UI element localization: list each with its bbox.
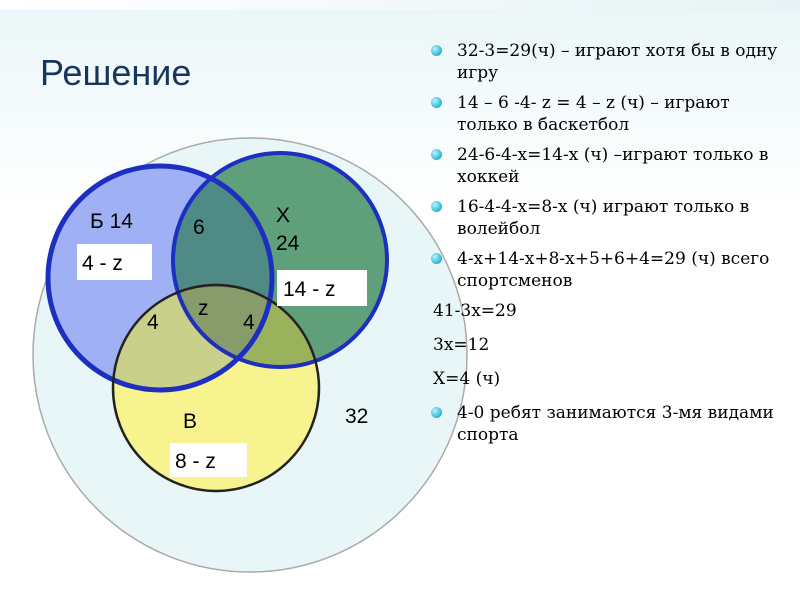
solution-step-text: 32-3=29(ч) – играют хотя бы в одну игру — [457, 41, 778, 83]
solution-step — [425, 334, 790, 356]
slide-title: Решение — [40, 52, 192, 93]
hockey-label-letter: Х — [276, 204, 291, 227]
solution-step — [425, 92, 790, 136]
solution-step — [425, 144, 790, 188]
solution-step-text: 16-4-4-x=8-x (ч) играют только в волейбол — [457, 197, 750, 239]
solution-step-text: X=4 (ч) — [433, 369, 501, 389]
hockey-label-count: 24 — [276, 232, 300, 255]
solution-step-text: 41-3x=29 — [433, 301, 517, 321]
solution-step-text: 4-x+14-x+8-x+5+6+4=29 (ч) всего спортсменов — [457, 249, 770, 291]
basketball-box-text: 4 - z — [82, 252, 123, 275]
solution-step — [425, 248, 790, 292]
center-value: z — [198, 297, 209, 320]
solution-step — [425, 402, 790, 446]
bullet-dot-icon — [431, 97, 442, 108]
bullet-dot-icon — [431, 201, 442, 212]
bv-overlap-value: 4 — [147, 311, 159, 334]
solution-step-text: 3x=12 — [433, 335, 490, 355]
bullet-dot-icon — [431, 407, 442, 418]
bullet-dot-icon — [431, 45, 442, 56]
xv-overlap-value: 4 — [243, 311, 255, 334]
solution-list — [425, 40, 790, 454]
volleyball-box-text: 8 - z — [175, 450, 216, 473]
solution-step — [425, 368, 790, 390]
solution-step-text: 24-6-4-x=14-x (ч) –играют только в хоккей — [457, 145, 769, 187]
solution-step-text: 14 – 6 -4- z = 4 – z (ч) – играют только в баскетбол — [457, 93, 730, 135]
solution-step — [425, 40, 790, 84]
total-label: 32 — [345, 405, 369, 428]
solution-step — [425, 300, 790, 322]
hockey-box-text: 14 - z — [283, 278, 336, 301]
volleyball-label: В — [183, 410, 198, 433]
bullet-dot-icon — [431, 253, 442, 264]
solution-step — [425, 196, 790, 240]
solution-step-text: 4-0 ребят занимаются 3-мя видами спорта — [457, 403, 774, 445]
bx-overlap-value: 6 — [193, 216, 205, 239]
basketball-label: Б 14 — [90, 210, 133, 233]
bullet-dot-icon — [431, 149, 442, 160]
